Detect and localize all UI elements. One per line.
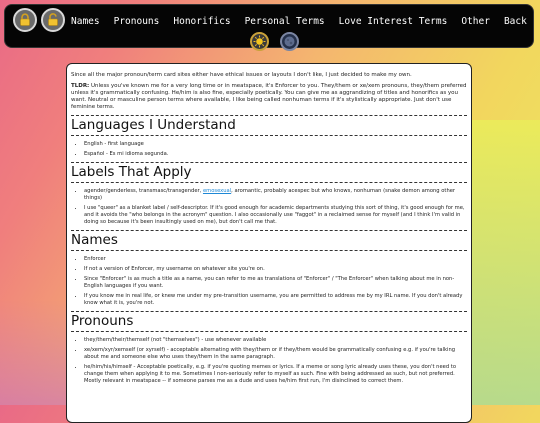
main-content-panel (66, 63, 472, 423)
background-wash-right (470, 120, 540, 405)
list-item: • he/him/his/himself - Acceptable poetically, e.g. if you're quoting memes or lyrics. If a meme or song lyric already uses these, you don't need to change them when applying it to me. Sometimes I non-seriously refer to myself as such. Fine with being addressed as such, but not preferred. Mostly relevant in meatspace -- if someone parses me as a dude and uses he/him first run, I'm disinclined to correct them. (84, 364, 467, 385)
lock-closed-icon[interactable] (13, 8, 37, 32)
section-title-pronouns: Pronouns (71, 311, 467, 332)
tldr-paragraph (71, 83, 467, 111)
nav-link-honorifics[interactable]: Honorifics (173, 16, 231, 27)
section-title-labels: Labels That Apply (71, 162, 467, 183)
section-title-languages: Languages I Understand (71, 115, 467, 136)
sun-icon[interactable] (250, 32, 269, 51)
list-item (84, 188, 467, 202)
list-item: • Since "Enforcer" is as much a title as a name, you can refer to me as translations of "Enforcer" / "The Enforcer" when talking about me in non-English languages if you want. (84, 276, 467, 290)
nav-link-back[interactable]: Back (503, 16, 527, 27)
list-item: • they/them/their/themself (not "themselves") - use whenever available (84, 337, 467, 344)
moon-icon[interactable] (280, 32, 299, 51)
labels-list (71, 188, 467, 226)
pronouns-list (71, 337, 467, 385)
list-item: • Español - Es mi idioma segunda. (84, 151, 467, 158)
nav-link-other[interactable]: Other (461, 16, 490, 27)
emosexual-link[interactable]: emosexual (202, 188, 232, 194)
intro-text: Since all the major pronoun/term card sites either have ethical issues or layouts I don't like, I just decided to make my own. (71, 72, 412, 78)
nav-link-personal-terms[interactable]: Personal Terms (244, 16, 325, 27)
top-navigation-bar (4, 4, 534, 48)
tldr-label: TLDR: (71, 83, 90, 89)
section-title-names: Names (71, 230, 467, 251)
list-item: • If not a version of Enforcer, my username on whatever site you're on. (84, 266, 467, 273)
nav-link-pronouns[interactable]: Pronouns (113, 16, 160, 27)
list-item: • I use "queer" as a blanket label / self-descriptor. If it's good enough for academic departments studying this sort of thing, it's good enough for me, and it avoids the "who belongs in the acronym" question. I also occasionally use "faggot" in a reclaimed sense for myself (and I think I'm valid in doing so because it's been insultingly used on me), but don't call me that. (84, 205, 467, 226)
tldr-text: Unless you've known me for a very long time or in meatspace, it's Enforcer to you. They/them or xe/xem pronouns, they/them preferred unless it's grammatically confusing. He/him is also fine, especially poetically. You can give me as aggrandizing of titles and honorifics as you want. Neutral or masculine person terms where available, I like being called nonhuman terms if it's stylistically appropriate. Just don't use feminine terms. (71, 83, 467, 110)
list-item: • xe/xem/xyr/xemself (or xyrself) - acceptable alternating with they/them or if they/them would be grammatically confusing e.g. if you're talking about me and someone else who uses they/them in the same paragraph. (84, 347, 467, 361)
label-text: agender/genderless, transmasc/transgender, (84, 188, 202, 194)
background-wash-left (0, 300, 70, 405)
lock-open-icon[interactable] (41, 8, 65, 32)
nav-links (71, 13, 527, 31)
nav-link-love-interest-terms[interactable]: Love Interest Terms (338, 16, 448, 27)
names-list (71, 256, 467, 307)
list-item: • English - first language (84, 141, 467, 148)
label-text: , aromantic, probably acespec but who knows, nonhuman (snake demon among other things) (84, 188, 456, 201)
nav-link-names[interactable]: Names (71, 16, 100, 27)
list-item: • Enforcer (84, 256, 467, 263)
languages-list (71, 141, 467, 158)
list-item: • If you know me in real life, or knew me under my pre-transition username, you are permitted to address me by my IRL name. If you don't already know what it is, you're not. (84, 293, 467, 307)
